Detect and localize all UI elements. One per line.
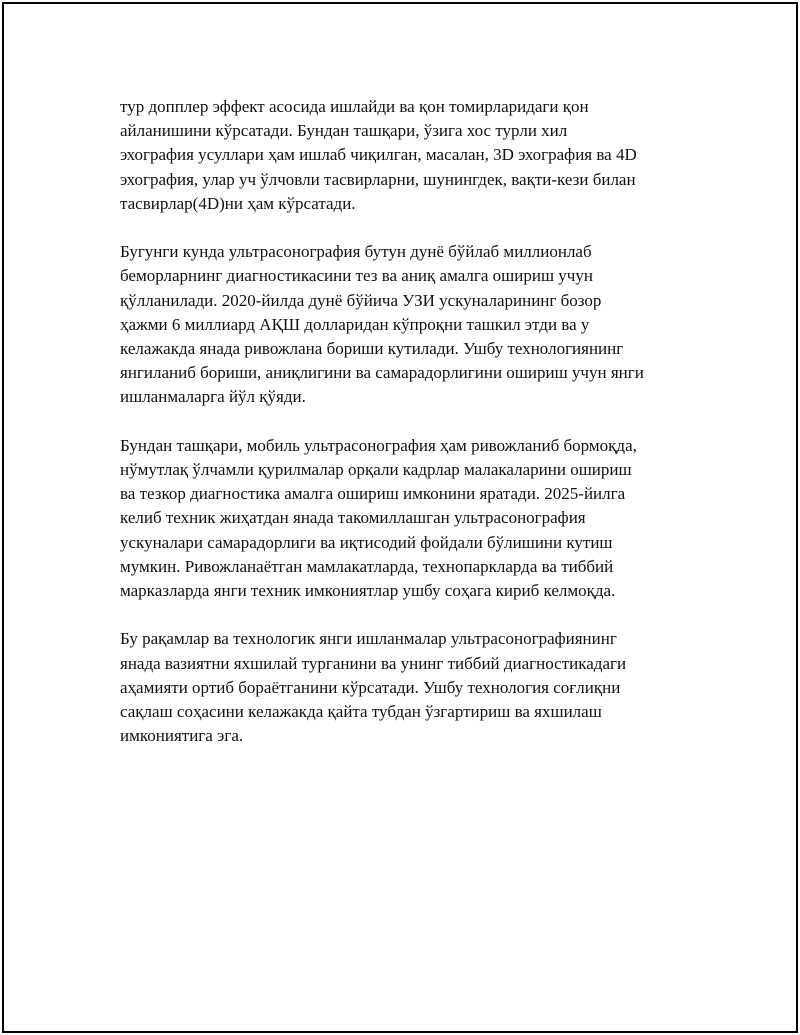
document-body [120, 95, 720, 773]
text-line: янгиланиб бориши, аниқлигини ва самарадорлигини ошириш учун янги [120, 363, 644, 383]
text-line: Бундан ташқари, мобиль ультрасонография ҳам ривожланиб бормоқда, [120, 435, 637, 455]
text-line: келажакда янада ривожлана бориши кутилади. Ушбу технологиянинг [120, 339, 624, 359]
text-line: келиб техник жиҳатдан янада такомиллашган ультрасонография [120, 508, 586, 528]
text-line: сақлаш соҳасини келажакда қайта тубдан ўзгартириш ва яхшилаш [120, 702, 602, 722]
text-line: аҳамияти ортиб бораётганини кўрсатади. Ушбу технология соғлиқни [120, 677, 621, 697]
text-line: ва тезкор диагностика амалга ошириш имконини яратади. 2025-йилга [120, 484, 626, 504]
text-line: тур допплер эффект асосида ишлайди ва қон томирларидаги қон [120, 97, 589, 116]
text-line: Бу рақамлар ва технологик янги ишланмалар ультрасонографиянинг [120, 629, 617, 649]
text-line: ҳажми 6 миллиард АҚШ долларидан кўпроқни ташкил этди ва у [120, 314, 590, 334]
text-line: беморларнинг диагностикасини тез ва аниқ амалга ошириш учун [120, 266, 593, 286]
text-line: ускуналари самарадорлиги ва иқтисодий фойдали бўлишини кутиш [120, 532, 613, 552]
paragraph-3 [120, 434, 720, 603]
text-line: эхография усуллари ҳам ишлаб чиқилган, масалан, 3D эхография ва 4D [120, 145, 637, 165]
text-line: янада вазиятни яхшилай турганини ва унинг тиббий диагностикадаги [120, 653, 627, 673]
text-line: имкониятига эга. [120, 726, 244, 746]
text-line: ишланмаларга йўл қўяди. [120, 387, 306, 407]
paragraph-1 [120, 95, 720, 216]
text-line: марказларда янги техник имкониятлар ушбу соҳага кириб келмоқда. [120, 581, 616, 601]
text-line: айланишини кўрсатади. Бундан ташқари, ўзига хос турли хил [120, 121, 568, 141]
text-line: қўлланилади. 2020-йилда дунё бўйича УЗИ ускуналарининг бозор [120, 290, 602, 310]
text-line: мумкин. Ривожланаётган мамлакатларда, технопаркларда ва тиббий [120, 556, 614, 576]
document-page [2, 2, 798, 1033]
paragraph-4 [120, 627, 720, 748]
text-line: нўмутлақ ўлчамли қурилмалар орқали кадрлар малакаларини ошириш [120, 460, 632, 480]
text-line: Бугунги кунда ультрасонография бутун дунё бўйлаб миллионлаб [120, 242, 592, 262]
text-line: эхография, улар уч ўлчовли тасвирларни, шунингдек, вақти-кези билан [120, 169, 636, 189]
text-line: тасвирлар(4D)ни ҳам кўрсатади. [120, 193, 356, 213]
paragraph-2 [120, 240, 720, 409]
